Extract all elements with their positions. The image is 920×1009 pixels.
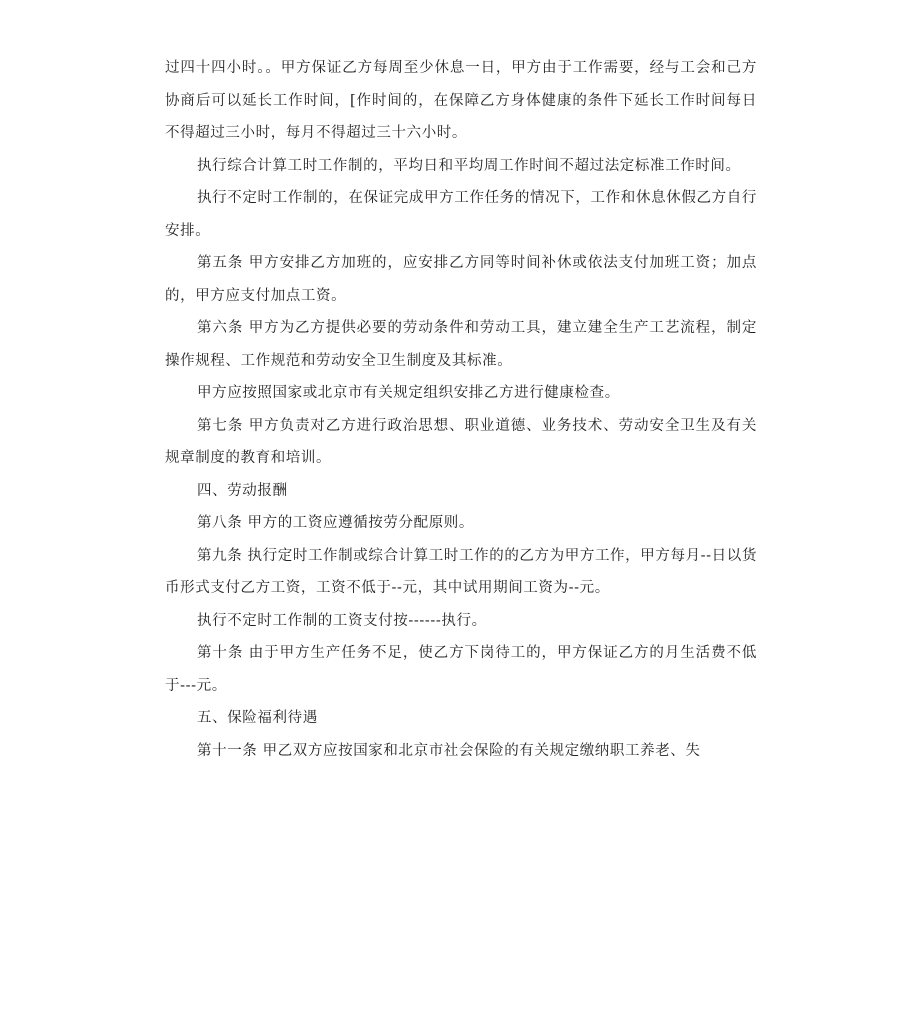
paragraph-article-7: 第七条 甲方负责对乙方进行政治思想、职业道德、业务技术、劳动安全卫生及有关规章制度的教育和培训。 — [165, 417, 757, 466]
paragraph-flexible-hours: 执行不定时工作制的，在保证完成甲方工作任务的情况下，工作和休息休假乙方自行安排。 — [165, 190, 757, 239]
document-page — [165, 52, 757, 767]
paragraph-flexible-pay: 执行不定时工作制的工资支付按------执行。 — [197, 612, 487, 629]
paragraph-article-11: 第十一条 甲乙双方应按国家和北京市社会保险的有关规定缴纳职工养老、失 — [197, 742, 701, 759]
paragraph-article-6: 第六条 甲方为乙方提供必要的劳动条件和劳动工具，建立建全生产工艺流程，制定操作规程、工作规范和劳动安全卫生制度及其标准。 — [165, 320, 757, 369]
paragraph-comprehensive-hours: 执行综合计算工时工作制的，平均日和平均周工作时间不超过法定标准工作时间。 — [197, 157, 741, 174]
paragraph-article-8: 第八条 甲方的工资应遵循按劳分配原则。 — [197, 515, 475, 531]
section-heading-remuneration: 四、劳动报酬 — [197, 482, 288, 499]
paragraph-article-10: 第十条 由于甲方生产任务不足，使乙方下岗待工的，甲方保证乙方的月生活费不低于---元。 — [165, 645, 757, 694]
section-heading-insurance: 五、保险福利待遇 — [197, 710, 318, 726]
paragraph-article-9: 第九条 执行定时工作制或综合计算工时工作的的乙方为甲方工作，甲方每月--日以货币形式支付乙方工资，工资不低于--元，其中试用期间工资为--元。 — [165, 547, 757, 596]
paragraph-working-hours: 过四十四小时。。甲方保证乙方每周至少休息一日，甲方由于工作需要，经与工会和己方协商后可以延长工作时间，[作时间的，在保障乙方身体健康的条件下延长工作时间每日不得超过三小时，每月不得超过三十六小时。 — [165, 60, 757, 141]
paragraph-health-check: 甲方应按照国家或北京市有关规定组织安排乙方进行健康检查。 — [197, 385, 620, 401]
paragraph-article-5: 第五条 甲方安排乙方加班的，应安排乙方同等时间补休或依法支付加班工资；加点的，甲方应支付加点工资。 — [165, 255, 757, 304]
